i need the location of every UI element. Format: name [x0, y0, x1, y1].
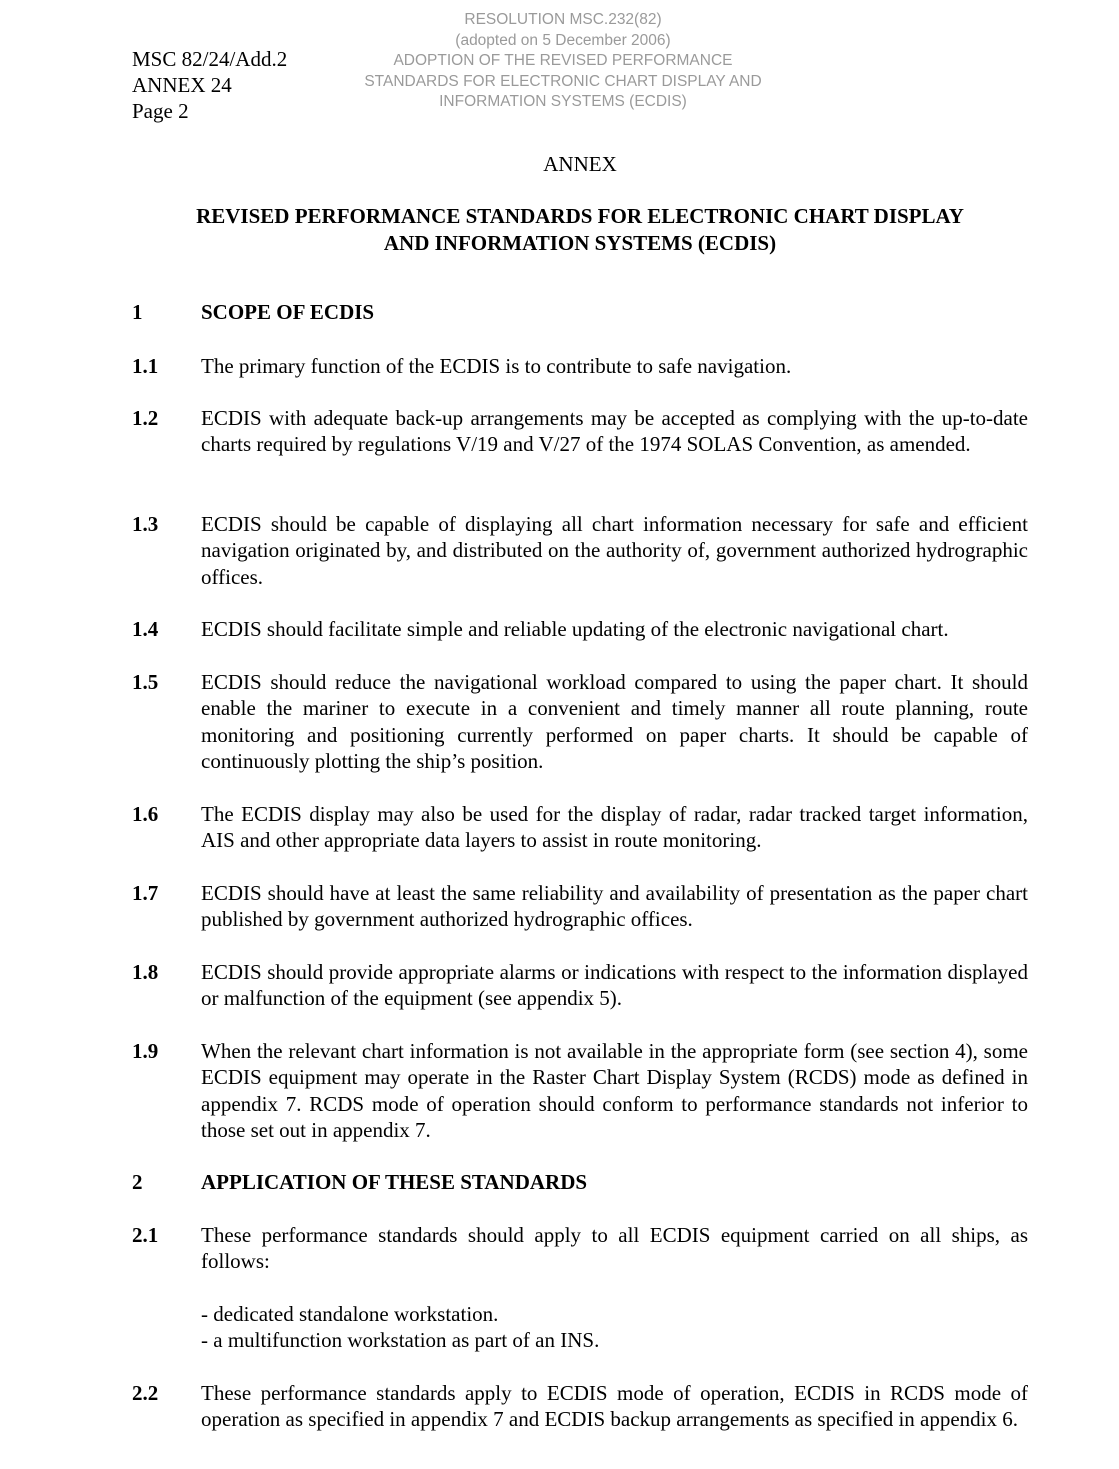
paragraph-number: 1.6 [132, 802, 159, 826]
section-number: 1 [132, 300, 143, 324]
paragraph-text: These performance standards apply to ECDIS mode of operation, ECDIS in RCDS mode of operation as specified in appendix 7 and ECDIS backup arrangements as specified in appendix 6. [201, 1381, 1028, 1432]
resolution-header [330, 10, 796, 113]
list-item: - a multifunction workstation as part of an INS. [201, 1328, 600, 1353]
paragraph-1-3 [132, 511, 1028, 590]
doc-ref: MSC 82/24/Add.2 [132, 47, 288, 71]
title-line: REVISED PERFORMANCE STANDARDS FOR ELECTRONIC CHART DISPLAY [196, 204, 964, 228]
paragraph-1-2 [132, 405, 1028, 458]
paragraph-text: ECDIS should facilitate simple and reliable updating of the electronic navigational chart. [201, 617, 949, 641]
paragraph-1-9 [132, 1038, 1028, 1143]
paragraph-1-6 [132, 801, 1028, 854]
resolution-line: INFORMATION SYSTEMS (ECDIS) [439, 93, 687, 110]
paragraph-text: The primary function of the ECDIS is to contribute to safe navigation. [201, 354, 792, 378]
paragraph-1-4 [132, 616, 1028, 642]
paragraph-number: 2.2 [132, 1381, 159, 1405]
resolution-line: STANDARDS FOR ELECTRONIC CHART DISPLAY AND [364, 72, 762, 90]
document-reference-block [132, 46, 287, 124]
section-heading-2 [132, 1170, 587, 1195]
paragraph-text: ECDIS should provide appropriate alarms or indications with respect to the information displayed or malfunction of the equipment (see appendix 5). [201, 960, 1028, 1011]
paragraph-1-5 [132, 669, 1028, 774]
paragraph-text: ECDIS should reduce the navigational workload compared to using the paper chart. It should enable the mariner to execute in a convenient and timely manner all route planning, route monitoring and positioning currently performed on paper charts. It should be capable of continuously plotting the ship’s position. [201, 670, 1028, 773]
paragraph-number: 1.3 [132, 512, 159, 536]
page-number: Page 2 [132, 99, 189, 123]
paragraph-text: ECDIS should be capable of displaying all chart information necessary for safe and efficient navigation originated by, and distributed on the authority of, government authorized hydrographic offices. [201, 512, 1028, 589]
paragraph-2-2 [132, 1380, 1028, 1433]
paragraph-text: ECDIS should have at least the same reliability and availability of presentation as the paper chart published by government authorized hydrographic offices. [201, 881, 1028, 932]
paragraph-text: When the relevant chart information is not available in the appropriate form (see section 4), some ECDIS equipment may operate in the Raster Chart Display System (RCDS) mode as defined in appendix 7. RCDS mode of operation should conform to performance standards not inferior to those set out in appendix 7. [201, 1039, 1028, 1142]
section-heading-1 [132, 300, 374, 325]
resolution-line: (adopted on 5 December 2006) [455, 31, 671, 49]
workstation-list [201, 1301, 599, 1354]
section-title: APPLICATION OF THESE STANDARDS [201, 1170, 588, 1194]
title-line: AND INFORMATION SYSTEMS (ECDIS) [383, 231, 777, 255]
paragraph-number: 1.4 [132, 617, 159, 641]
annex-number: ANNEX 24 [132, 73, 232, 97]
paragraph-1-8 [132, 959, 1028, 1012]
document-title [132, 203, 1028, 257]
paragraph-number: 1.9 [132, 1039, 159, 1063]
paragraph-number: 1.1 [132, 354, 159, 378]
paragraph-number: 2.1 [132, 1223, 159, 1247]
resolution-line: RESOLUTION MSC.232(82) [464, 11, 662, 28]
annex-heading: ANNEX [543, 152, 617, 176]
paragraph-text: ECDIS with adequate back-up arrangements may be accepted as complying with the up-to-date charts required by regulations V/19 and V/27 of the 1974 SOLAS Convention, as amended. [201, 406, 1028, 457]
paragraph-text: These performance standards should apply to all ECDIS equipment carried on all ships, as follows: [201, 1223, 1028, 1274]
section-number: 2 [132, 1170, 143, 1194]
resolution-line: ADOPTION OF THE REVISED PERFORMANCE [393, 52, 733, 69]
paragraph-number: 1.5 [132, 670, 159, 694]
paragraph-number: 1.7 [132, 881, 159, 905]
paragraph-2-1 [132, 1222, 1028, 1275]
section-title: SCOPE OF ECDIS [201, 300, 375, 324]
list-item: - dedicated standalone workstation. [201, 1302, 499, 1326]
paragraph-1-1 [132, 353, 1028, 379]
paragraph-text: The ECDIS display may also be used for the display of radar, radar tracked target information, AIS and other appropriate data layers to assist in route monitoring. [201, 802, 1028, 853]
paragraph-1-7 [132, 880, 1028, 933]
paragraph-number: 1.2 [132, 406, 159, 430]
paragraph-number: 1.8 [132, 960, 159, 984]
